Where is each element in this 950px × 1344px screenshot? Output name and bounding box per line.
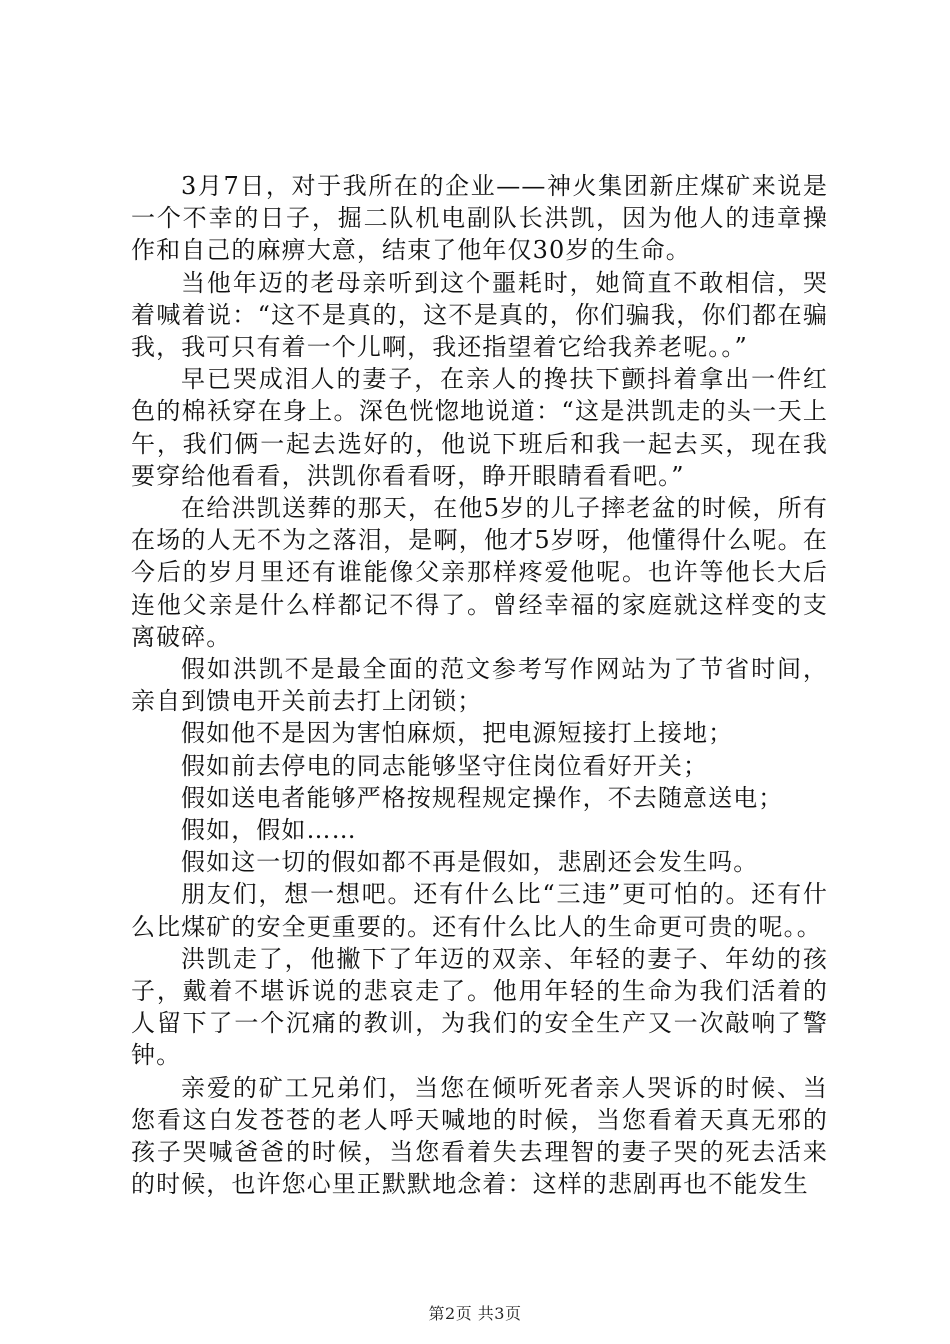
paragraph-wife: 早已哭成泪人的妻子，在亲人的搀扶下颤抖着拿出一件红色的棉袄穿在身上。深色恍惚地说道：“这是洪凯走的头一天上午，我们俩一起去选好的，他说下班后和我一起去买，现在我要穿给他看看，洪凯你看看呀，睁开眼睛看看吧。” bbox=[131, 365, 828, 490]
paragraph-if-procedure: 假如送电者能够严格按规程规定操作，不去随意送电； bbox=[181, 783, 784, 812]
document-body bbox=[131, 170, 828, 1201]
paragraph-accident-intro: 3月7日，对于我所在的企业——神火集团新庄煤矿来说是一个不幸的日子，掘二队机电副队长洪凯，因为他人的违章操作和自己的麻痹大意，结束了他年仅30岁的生命。 bbox=[131, 172, 828, 265]
paragraph-if-post: 假如前去停电的同志能够坚守住岗位看好开关； bbox=[181, 751, 709, 780]
paragraph-lesson: 洪凯走了，他撇下了年迈的双亲、年轻的妻子、年幼的孩子，戴着不堪诉说的悲哀走了。他用年轻的生命为我们活着的人留下了一个沉痛的教训，为我们的安全生产又一次敲响了警钟。 bbox=[131, 944, 828, 1070]
paragraph-funeral: 在给洪凯送葬的那天，在他5岁的儿子摔老盆的时候，所有在场的人无不为之落泪，是啊，他才5岁呀，他懂得什么呢。在今后的岁月里还有谁能像父亲那样疼爱他呢。也许等他长大后连他父亲是什么样都记不得了。曾经幸福的家庭就这样变的支离破碎。 bbox=[131, 494, 828, 651]
paragraph-if-if: 假如，假如…… bbox=[181, 816, 357, 845]
paragraph-if-grounding: 假如他不是因为害怕麻烦，把电源短接打上接地； bbox=[181, 719, 734, 748]
paragraph-if-lockout: 假如洪凯不是最全面的范文参考写作网站为了节省时间，亲自到馈电开关前去打上闭锁； bbox=[131, 655, 828, 716]
paragraph-friends: 朋友们，想一想吧。还有什么比“三违”更可怕的。还有什么比煤矿的安全更重要的。还有什么比人的生命更可贵的呢。。 bbox=[131, 880, 828, 941]
paragraph-miners: 亲爱的矿工兄弟们，当您在倾听死者亲人哭诉的时候、当您看这白发苍苍的老人呼天喊地的时候，当您看着天真无邪的孩子哭喊爸爸的时候，当您看着失去理智的妻子哭的死去活来的时候，也许您心里正默默地念着：这样的悲剧再也不能发生 bbox=[131, 1073, 828, 1199]
page-number-footer: 第2页 共3页 bbox=[428, 1304, 522, 1323]
paragraph-if-all: 假如这一切的假如都不再是假如，悲剧还会发生吗。 bbox=[181, 848, 759, 877]
paragraph-mother: 当他年迈的老母亲听到这个噩耗时，她简直不敢相信，哭着喊着说：“这不是真的，这不是真的，你们骗我，你们都在骗我，我可只有着一个儿啊，我还指望着它给我养老呢。。” bbox=[131, 268, 828, 362]
